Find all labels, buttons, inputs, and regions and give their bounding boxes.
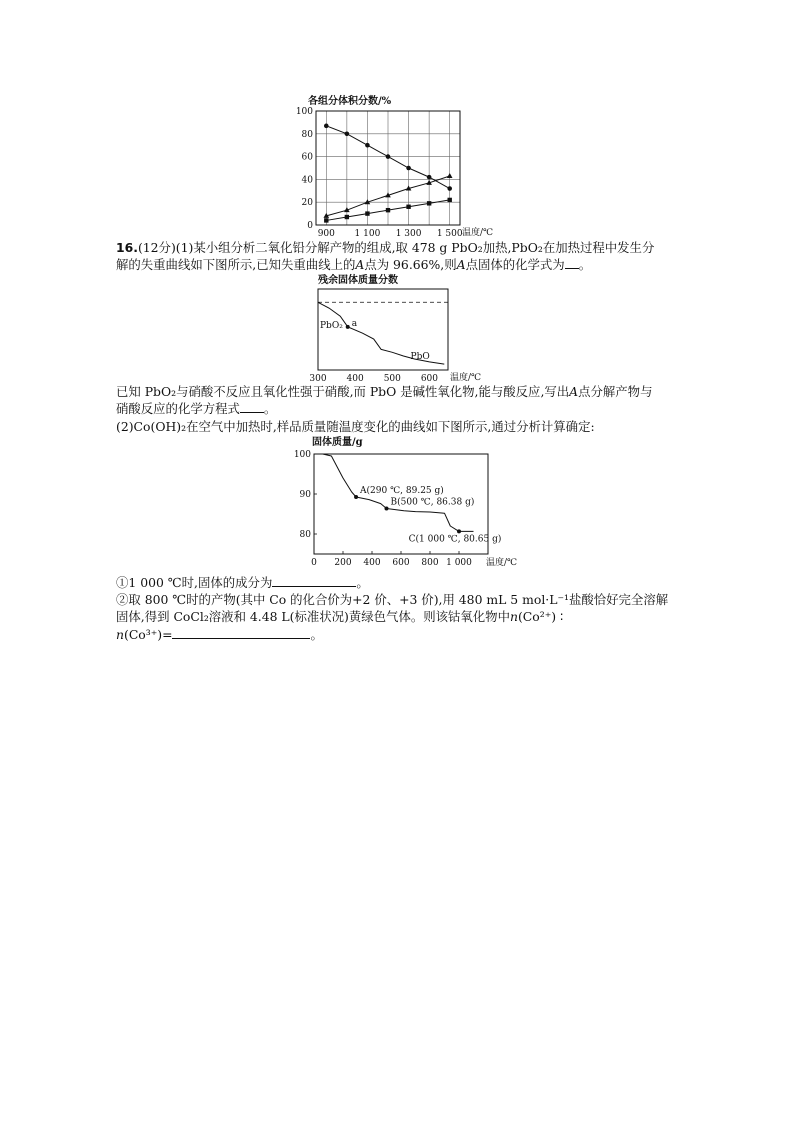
point-label-b: B(500 ℃, 86.38 g) [390, 497, 475, 508]
annotation-a: a [351, 318, 358, 329]
annotation-pbo: PbO [410, 351, 430, 362]
q16-text-1: (12分)(1)某小组分析二氧化铅分解产物的组成,取 478 g PbO₂加热,PbO₂在加热过程中发生分 [137, 240, 655, 255]
data-point-circle [427, 175, 432, 180]
answer-blank-1[interactable] [565, 256, 579, 269]
x-tick-label: 400 [346, 374, 364, 384]
x-tick-label: 900 [317, 229, 335, 239]
q16-text-2b: 点为 96.66%,则 [364, 257, 457, 272]
chart-residual-mass [298, 272, 488, 386]
data-point-circle [345, 132, 350, 137]
q16-line4 [116, 400, 696, 417]
y-tick-label: 100 [293, 450, 311, 460]
chart3-title: 固体质量/g [312, 437, 363, 448]
chart1-title: 各组分体积分数/% [308, 96, 392, 107]
chart2-title: 残余固体质量分数 [318, 275, 398, 286]
q16-text-5: (2)Co(OH)₂在空气中加热时,样品质量随温度变化的曲线如下图所示,通过分析计算确定: [116, 419, 595, 434]
data-point-circle [406, 166, 411, 171]
point-label-c: C(1 000 ℃, 80.65 g) [408, 534, 502, 545]
q16-line3 [116, 383, 696, 400]
data-point-square [345, 215, 349, 219]
data-point-square [406, 205, 410, 209]
x-tick-label: 1 500 [436, 229, 463, 239]
y-tick-label: 40 [301, 175, 313, 186]
q16-text-2d: 。 [578, 257, 592, 272]
answer-blank-3[interactable] [272, 574, 356, 587]
point-a [346, 325, 350, 329]
data-point-b [385, 506, 389, 510]
data-point-square [386, 208, 390, 212]
x-axis-label: 温度/℃ [486, 558, 518, 568]
q16-text-8b: (Co²⁺) ∶ [517, 609, 564, 624]
var-a: A [355, 257, 365, 272]
x-tick-label: 1 100 [354, 229, 381, 239]
q16-line8 [116, 608, 696, 625]
data-point-square [427, 201, 431, 205]
data-point-square [324, 218, 328, 222]
q16-text-9a: (Co³⁺)= [123, 627, 173, 642]
data-point-square [365, 211, 369, 215]
q16-line1 [116, 239, 696, 256]
y-tick-label: 0 [307, 221, 313, 231]
q16-text-6a: ①1 000 ℃时,固体的成分为 [116, 575, 273, 590]
y-tick-label: 100 [295, 107, 313, 117]
q16-text-4b: 。 [263, 401, 277, 416]
q16-text-3b: 点分解产物与 [578, 384, 653, 399]
chart-volume-fraction [290, 92, 494, 242]
data-point-triangle [447, 173, 453, 178]
annotation-pbo2: PbO₂ [320, 320, 343, 331]
x-tick-label: 1 300 [395, 229, 422, 239]
y-tick-label: 20 [301, 198, 313, 209]
y-tick-label: 90 [299, 490, 311, 500]
x-axis-label: 温度/℃ [462, 228, 494, 238]
y-tick-label: 60 [301, 152, 313, 163]
data-point-circle [447, 186, 452, 191]
chart-solid-mass [290, 434, 518, 576]
q16-text-9b: 。 [310, 627, 323, 642]
x-tick-label: 500 [383, 374, 401, 384]
question-number: 16. [116, 240, 138, 255]
q16-text-2a: 解的失重曲线如下图所示,已知失重曲线上的 [116, 257, 356, 272]
q16-line2 [116, 256, 696, 273]
q16-text-2c: 点固体的化学式为 [465, 257, 565, 272]
q16-line6 [116, 574, 696, 591]
q16-text-6b: 。 [356, 575, 369, 590]
q16-text-4a: 硝酸反应的化学方程式 [116, 401, 240, 416]
x-tick-label: 600 [420, 374, 439, 384]
y-tick-label: 80 [299, 530, 311, 540]
q16-line9 [116, 626, 696, 643]
data-point-c [457, 529, 461, 533]
x-tick-label: 800 [421, 558, 439, 568]
answer-blank-2[interactable] [240, 400, 264, 413]
q16-text-3a: 已知 PbO₂与硝酸不反应且氧化性强于硝酸,而 PbO 是碱性氧化物,能与酸反应,写出 [116, 384, 570, 399]
data-point-circle [365, 143, 370, 148]
q16-line5 [116, 418, 696, 435]
var-n: n [509, 609, 518, 624]
x-tick-label: 200 [334, 558, 352, 568]
q16-text-7: ②取 800 ℃时的产物(其中 Co 的化合价为+2 价、+3 价),用 480 mL 5 mol·L⁻¹盐酸恰好完全溶解 [116, 592, 669, 607]
q16-line7 [116, 591, 696, 608]
var-n: n [116, 627, 124, 642]
x-tick-label: 1 000 [446, 558, 472, 568]
x-tick-label: 600 [392, 558, 410, 568]
data-point-circle [386, 154, 391, 159]
point-label-a: A(290 ℃, 89.25 g) [360, 486, 444, 496]
x-tick-label: 300 [309, 374, 327, 384]
y-tick-label: 80 [301, 129, 313, 140]
data-point-square [448, 198, 452, 202]
x-tick-label: 0 [311, 558, 317, 568]
data-point-a [354, 495, 358, 499]
var-a: A [456, 257, 466, 272]
var-a: A [569, 384, 579, 399]
q16-text-8: 固体,得到 CoCl₂溶液和 4.48 L(标准状况)黄绿色气体。则该钴氧化物中 [116, 609, 510, 624]
answer-blank-4[interactable] [172, 626, 310, 639]
x-tick-label: 400 [363, 558, 381, 568]
x-axis-label: 温度/℃ [450, 373, 482, 383]
data-point-circle [324, 124, 329, 129]
